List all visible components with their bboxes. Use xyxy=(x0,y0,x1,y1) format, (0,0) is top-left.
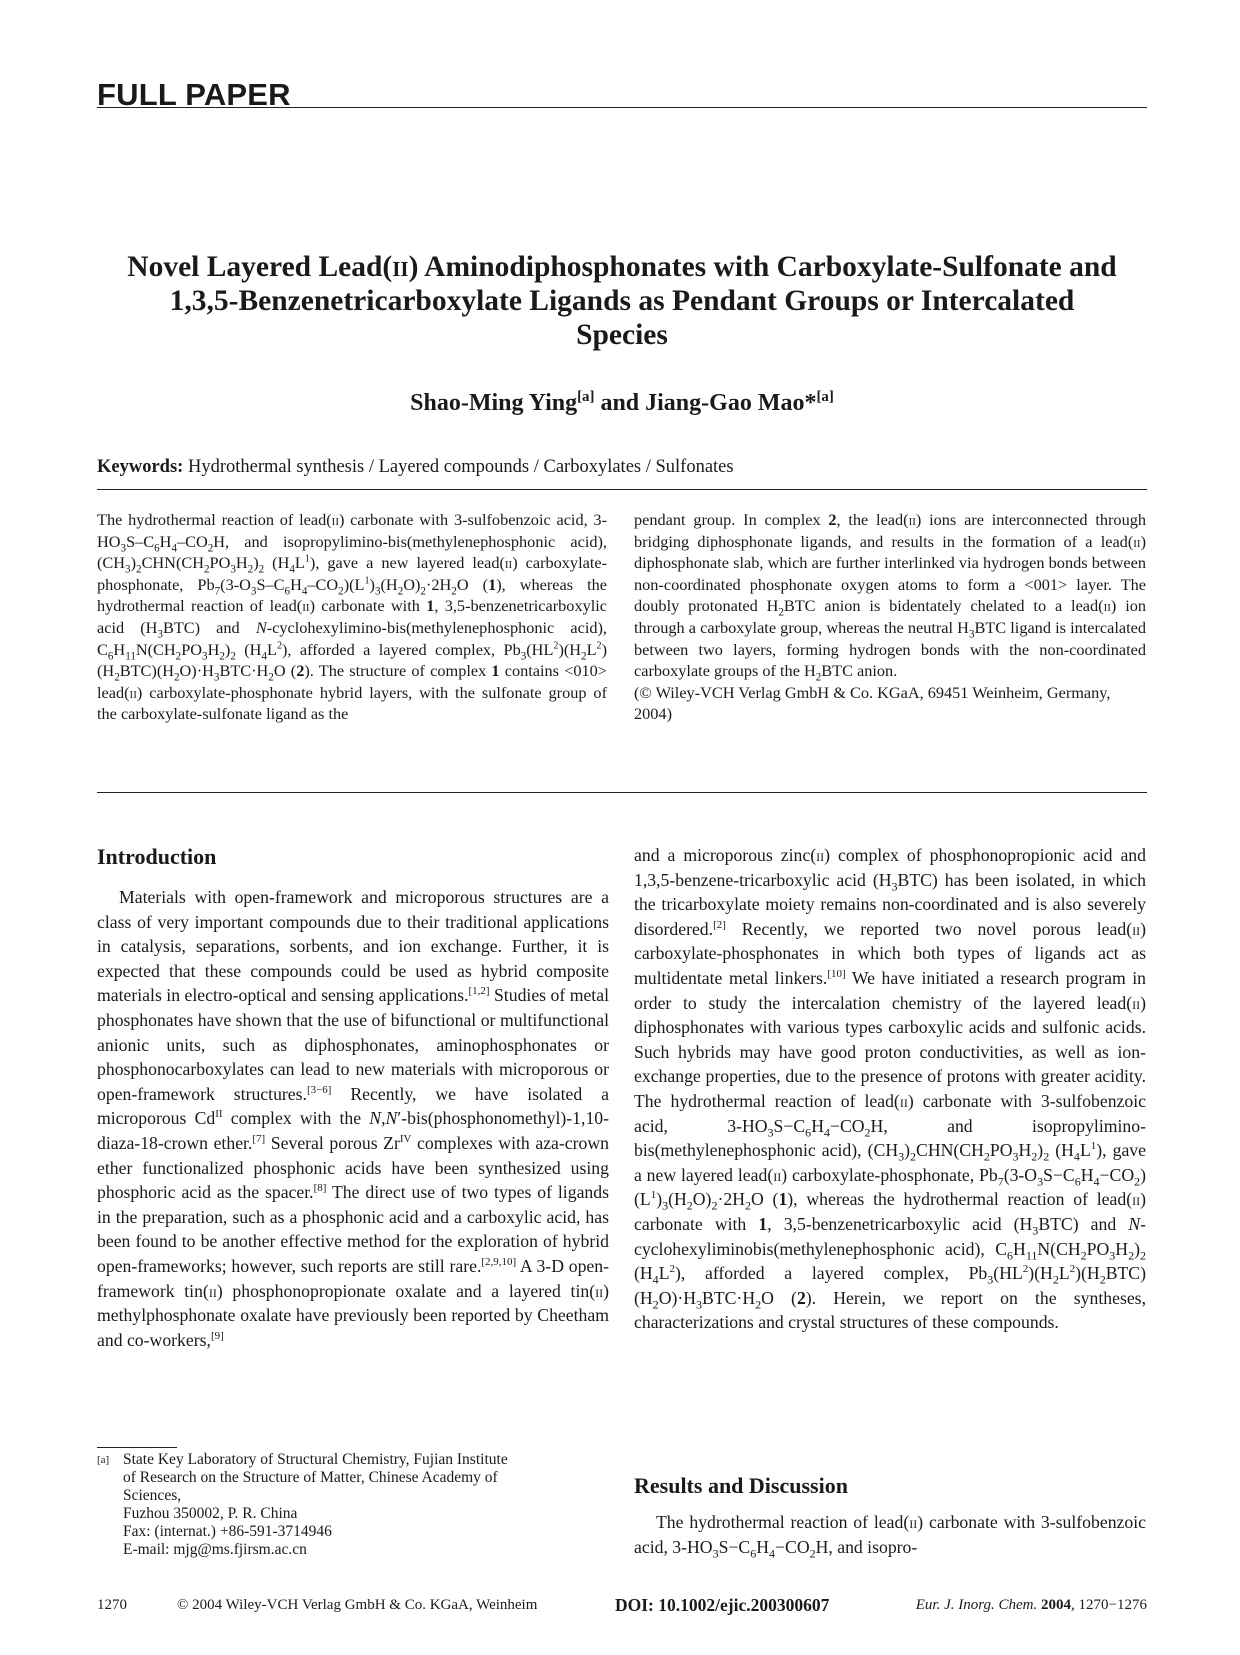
section-label: FULL PAPER xyxy=(97,78,299,112)
keywords-label: Keywords: xyxy=(97,457,184,477)
results-paragraph: The hydrothermal reaction of lead(ii) carbonate with 3-sulfobenzoic acid, $3-HO_3S-C_6H_4-CO_2H$, and isopro- xyxy=(634,1512,1146,1561)
abstract-right: pendant group. In complex 2, the lead(ii) ions are interconnected through bridging diphosphonate ligands, and results in the formation of a lead(ii) diphosphonate slab, which are further interlinked via hydrogen bonds between non-coordinated phosphonate oxygen atoms to form a <001> layer. The doubly protonated $H_2BTC$ anion is bidentately chelated to a lead(ii) ion through a carboxylate group, whereas the neutral $H_3BTC$ ligand is intercalated between two layers, forming hydrogen bonds with the non-coordinated carboxylate groups of the $H_2BTC$ anion. (© Wiley-VCH Verlag GmbH & Co. KGaA, 69451 Weinheim, Germany, 2004) xyxy=(634,510,1147,724)
footnote-line: Fax: (internat.) +86-591-3714946 xyxy=(123,1523,332,1540)
affiliation-footnote xyxy=(97,1451,609,1559)
abstract-rule xyxy=(97,792,1147,793)
footnote-email: E-mail: mjg@ms.fjirsm.ac.cn xyxy=(123,1541,307,1558)
journal-name: Eur. J. Inorg. Chem. xyxy=(915,1597,1038,1613)
affiliation-mark: [a] xyxy=(577,389,595,405)
page-number: 1270 xyxy=(97,1597,127,1613)
keywords-rule xyxy=(97,489,1147,490)
introduction-continued: and a microporous zinc(ii) complex of phosphonopropionic acid and 1,3,5-benzene-tricarboxylic acid $(H_3BTC)$ has been isolated, in which the tricarboxylate moiety remains non-coordinated and is also severely disordered.[2] Recently, we reported two novel porous lead(ii) carboxylate-phosphonates in which both types of ligands act as multidentate metal linkers.[10] We have initiated a research program in order to study the intercalation chemistry of the layered lead(ii) diphosphonates with various types carboxylic acids and sulfonic acids. Such hybrids may have good proton conductivities, as well as ion-exchange properties, due to the presence of protons with greater acidity. The hydrothermal reaction of lead(ii) carbonate with 3-sulfobenzoic acid, $3-HO_3S-C_6H_4-CO_2H$, and isopropylimino-bis(methylenephosphonic acid), $(CH_3)_2CHN(CH_2PO_3H_2)_2$ $(H_4L^1)$, gave a new layered lead(ii) carboxylate-phosphonate, $Pb_7(3-O_3S-C_6H_4-CO_2)(L^1)_3(H_2O)_2\cdot 2H_2O$ (1), whereas the hydrothermal reaction of lead(ii) carbonate with 1, 3,5-benzenetricarboxylic acid $(H_3BTC)$ and N-cyclohexyliminobis(methylenephosphonic acid), $C_6H_{11}N(CH_2PO_3H_2)_2$ $(H_4L^2)$, afforded a layered complex, $Pb_3(HL^2)(H_2L^2)(H_2BTC)(H_2O)\cdot H_3BTC\cdot H_2O$ (2). Herein, we report on the syntheses, characterizations and crystal structures of these compounds. xyxy=(634,845,1147,1333)
footnote-line: of Research on the Structure of Matter, Chinese Academy of xyxy=(123,1469,498,1486)
author-conjunction: and xyxy=(600,390,640,416)
keywords xyxy=(97,455,1147,479)
header-rule xyxy=(97,107,1147,108)
article-title: Novel Layered Lead(ii) Aminodiphosphonates with Carboxylate-Sulfonate and 1,3,5-Benzenetricarboxylate Ligands as Pendant Groups or Intercalated Species xyxy=(127,251,1117,351)
keywords-terms: Hydrothermal synthesis / Layered compounds / Carboxylates / Sulfonates xyxy=(187,457,734,477)
affiliation-mark: [a] xyxy=(816,389,834,405)
abstract-copyright: (© Wiley-VCH Verlag GmbH & Co. KGaA, 69451 Weinheim, Germany, 2004) xyxy=(634,682,1111,724)
footer-copyright: © 2004 Wiley-VCH Verlag GmbH & Co. KGaA, Weinheim xyxy=(177,1597,538,1613)
running-header xyxy=(97,78,1147,112)
footnote-rule xyxy=(97,1447,177,1448)
footnote-mark: [a] xyxy=(97,1454,110,1466)
footnote-line: State Key Laboratory of Structural Chemistry, Fujian Institute xyxy=(123,1451,508,1468)
journal-citation xyxy=(916,1594,1147,1616)
footnote-line: Fuzhou 350002, P. R. China xyxy=(123,1505,298,1522)
introduction-paragraph: Materials with open-framework and microporous structures are a class of very important compounds due to their traditional applications in catalysis, separations, sorbents, and ion exchange. Further, it is expected that these compounds could be used as hybrid composite materials in electro-optical and sensing applications.[1,2] Studies of metal phosphonates have shown that the use of bifunctional or multifunctional anionic units, such as diphosphonates, aminophosphonates or phosphonocarboxylates can lead to new materials with microporous or open-framework structures.[3−6] Recently, we have isolated a microporous $Cd^{II}$ complex with the N,N′-bis(phosphonomethyl)-1,10-diaza-18-crown ether.[7] Several porous $Zr^{IV}$ complexes with aza-crown ether functionalized phosphonic acids have been synthesized using phosphoric acid as the spacer.[8] The direct use of two types of ligands in the preparation, such as a phosphonic acid and a carboxylic acid, has been found to be another effective method for the exploration of hybrid open-frameworks; however, such reports are still rare.[2,9,10] A 3-D open-framework tin(ii) phosphonopropionate oxalate and a layered tin(ii) methylphosphonate oxalate have previously been reported by Cheetham and co-workers,[9] xyxy=(97,887,610,1350)
abstract-left: The hydrothermal reaction of lead(ii) carbonate with 3-sulfobenzoic acid, $3-HO_3S-C_6H_4-CO_2H$, and isopropylimino-bis(methylenephosphonic acid), $(CH_3)_2CHN(CH_2PO_3H_2)_2$ $(H_4L^1)$, gave a new layered lead(ii) carboxylate-phosphonate, $Pb_7(3-O_3S-C_6H_4-CO_2)(L^1)_3(H_2O)_2\cdot 2H_2O$ (1), whereas the hydrothermal reaction of lead(ii) carbonate with 1, 3,5-benzenetricarboxylic acid $(H_3BTC)$ and N-cyclohexylimino-bis(methylenephosphonic acid), $C_6H_{11}N(CH_2PO_3H_2)_2$ $(H_4L^2)$, afforded a layered complex, $Pb_3(HL^2)(H_2L^2)(H_2BTC)(H_2O)\cdot H_3BTC\cdot H_2O$ (2). The structure of complex 1 contains <010> lead(ii) carboxylate-phosphonate hybrid layers, with the sulfonate group of the carboxylate-sulfonate ligand as the xyxy=(97,510,608,724)
journal-year: 2004 xyxy=(1041,1597,1072,1613)
introduction-heading: Introduction xyxy=(97,844,217,869)
doi-link[interactable]: DOI: 10.1002/ejic.200300607 xyxy=(615,1595,830,1615)
footnote-line: Sciences, xyxy=(123,1487,182,1504)
author-name: Shao-Ming Ying xyxy=(410,390,578,416)
results-heading: Results and Discussion xyxy=(634,1473,848,1498)
journal-pages: , 1270−1276 xyxy=(1071,1597,1147,1613)
author-name: Jiang-Gao Mao* xyxy=(645,390,817,416)
author-list xyxy=(97,388,1147,418)
page-footer xyxy=(97,1594,1147,1618)
